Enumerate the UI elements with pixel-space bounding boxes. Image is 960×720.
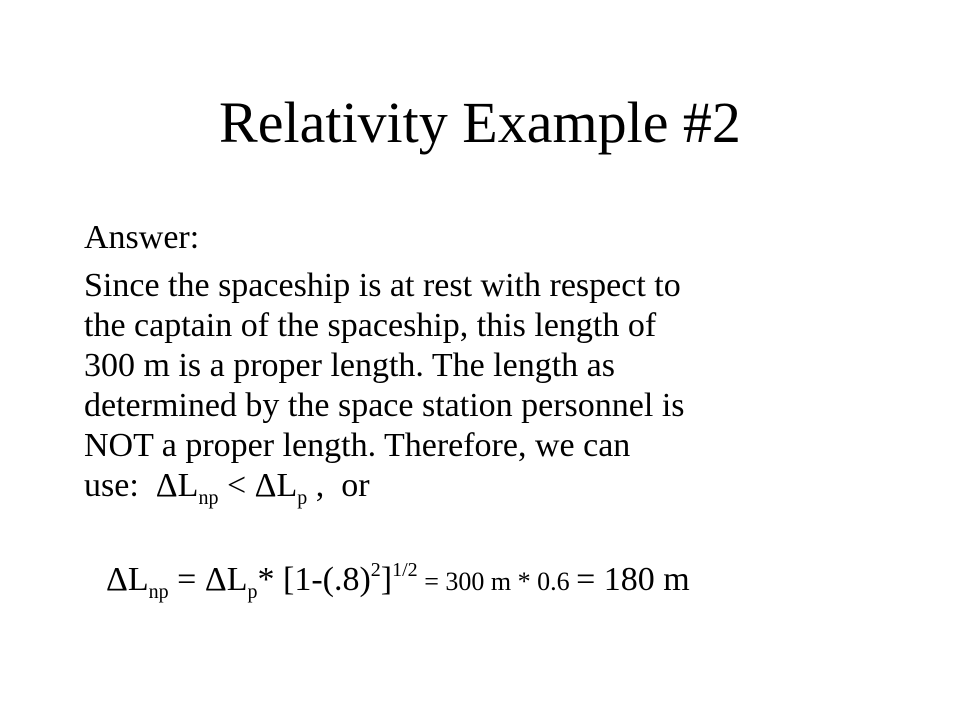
subscript-p: p (297, 487, 308, 509)
less-than: < (218, 467, 255, 504)
computation-text: = 300 m * 0.6 (417, 567, 577, 596)
subscript-np: np (198, 487, 219, 509)
result-text: = 180 m (576, 561, 690, 598)
length-symbol: L (276, 467, 298, 504)
length-contraction-formula (106, 560, 690, 602)
use-prefix: use: (84, 467, 156, 504)
length-symbol: L (127, 561, 149, 598)
explanation-line-2: the captain of the spaceship, this length of (84, 307, 657, 344)
use-tail: , or (307, 467, 370, 504)
square-exponent: 2 (370, 559, 381, 581)
length-symbol: L (177, 467, 199, 504)
delta-symbol: Δ (155, 467, 178, 504)
explanation-line-3: 300 m is a proper length. The length as (84, 347, 615, 384)
subscript-p: p (247, 581, 258, 603)
delta-symbol: Δ (204, 561, 227, 598)
close-bracket: ] (380, 561, 393, 598)
equals-sign: = (168, 561, 205, 598)
explanation-paragraph (84, 266, 904, 509)
explanation-line-4: determined by the space station personnel is (84, 387, 685, 424)
slide-body (84, 218, 904, 509)
bracket-text: * [1-(.8) (257, 561, 371, 598)
subscript-np: np (148, 581, 169, 603)
slide-title: Relativity Example #2 (219, 90, 741, 155)
answer-label: Answer: (84, 219, 200, 256)
explanation-line-1: Since the spaceship is at rest with respect to (84, 267, 681, 304)
delta-symbol: Δ (254, 467, 277, 504)
half-exponent: 1/2 (392, 559, 418, 581)
explanation-line-5: NOT a proper length. Therefore, we can (84, 427, 631, 464)
use-expression-line (84, 466, 904, 509)
delta-symbol: Δ (106, 561, 128, 598)
length-symbol: L (226, 561, 248, 598)
